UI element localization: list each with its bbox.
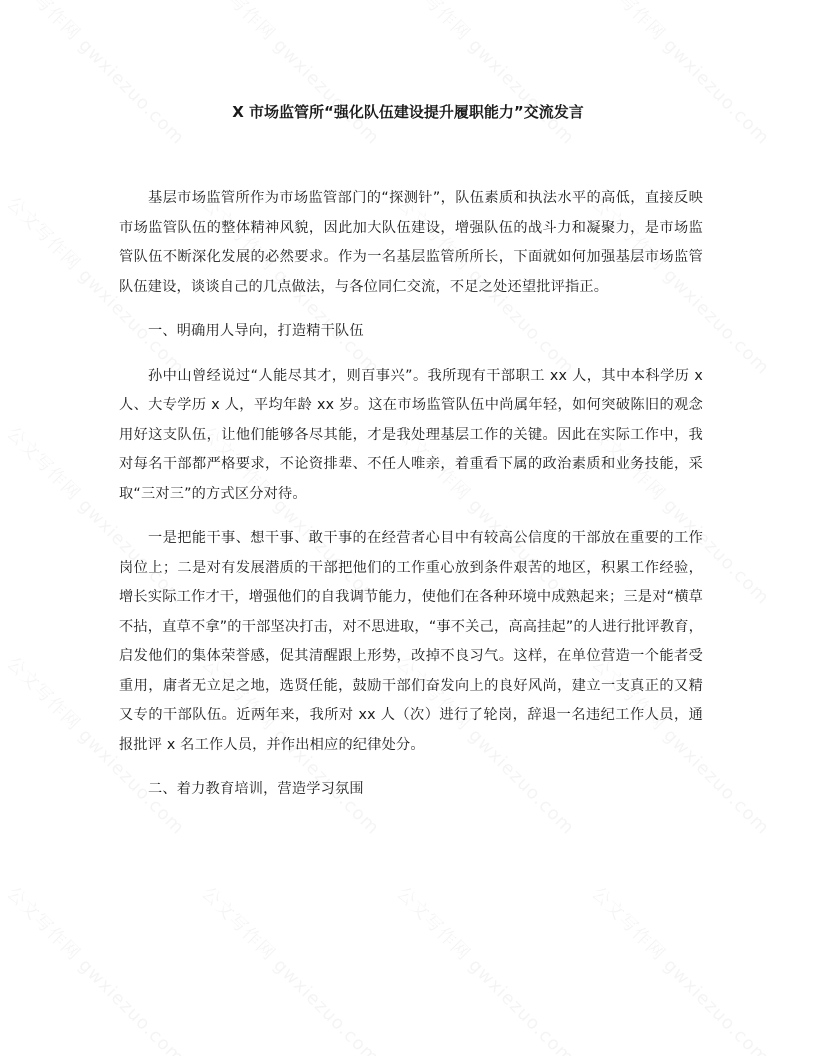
watermark-text [587, 0, 777, 150]
paragraph-measures: 一是把能干事、想干事、敢干事的在经营者心目中有较高公信度的干部放在重要的工作岗位上；二是对有发展潜质的干部把他们的工作重心放到条件艰苦的地区，积累工作经验，增长实际工作才干，增强他们的自我调节能力，使他们在各种环境中成熟起来；三是对“横草不拈，直草不拿”的干部坚决打击，对不思进取，“事不关己，高高挂起”的人进行批评教育，启发他们的集体荣誉感，促其清醒跟上形势，改掉不良习气。这样，在单位营造一个能者受重用，庸者无立足之地，选贤任能，鼓励干部们奋发向上的良好风尚，建立一支真正的又精又专的干部队伍。近两年来，我所对 xx 人（次）进行了轮岗，辞退一名违纪工作人员，通报批评 x 名工作人员，并作出相应的纪律处分。 [119, 530, 703, 753]
watermark-text [197, 880, 387, 1056]
section-heading-1: 一、明确用人导向，打造精干队伍 [148, 323, 364, 339]
watermark-text [2, 0, 192, 150]
watermark-text [392, 880, 582, 1056]
paragraph-talent: 孙中山曾经说过“人能尽其才，则百事兴”。我所现有干部职工 xx 人，其中本科学历 x 人、大专学历 x 人，平均年龄 xx 岁。这在市场监管队伍中尚属年轻，如何突破陈旧的观念用好这支队伍，让他们能够各尽其能，才是我处理基层工作的关键。因此在实际工作中，我对每名干部都严格要求，不论资排辈、不任人唯亲，着重看下属的政治素质和业务技能，采取“三对三”的方式区分对待。 [119, 367, 703, 502]
section-heading-2: 二、着力教育培训，营造学习氛围 [148, 781, 364, 797]
watermark-text [587, 880, 777, 1056]
watermark-text [2, 880, 192, 1056]
watermark-text [197, 0, 387, 150]
document-body [119, 184, 703, 820]
paragraph-intro: 基层市场监管所作为市场监管部门的“探测针”，队伍素质和执法水平的高低，直接反映市场监管队伍的整体精神风貌，因此加大队伍建设，增强队伍的战斗力和凝聚力，是市场监管队伍不断深化发展的必然要求。作为一名基层监管所所长，下面就如何加强基层市场监管队伍建设，谈谈自己的几点做法，与各位同仁交流，不足之处还望批评指正。 [119, 190, 703, 295]
watermark-text [392, 0, 582, 150]
document-title: X 市场监管所“强化队伍建设提升履职能力”交流发言 [232, 103, 584, 121]
